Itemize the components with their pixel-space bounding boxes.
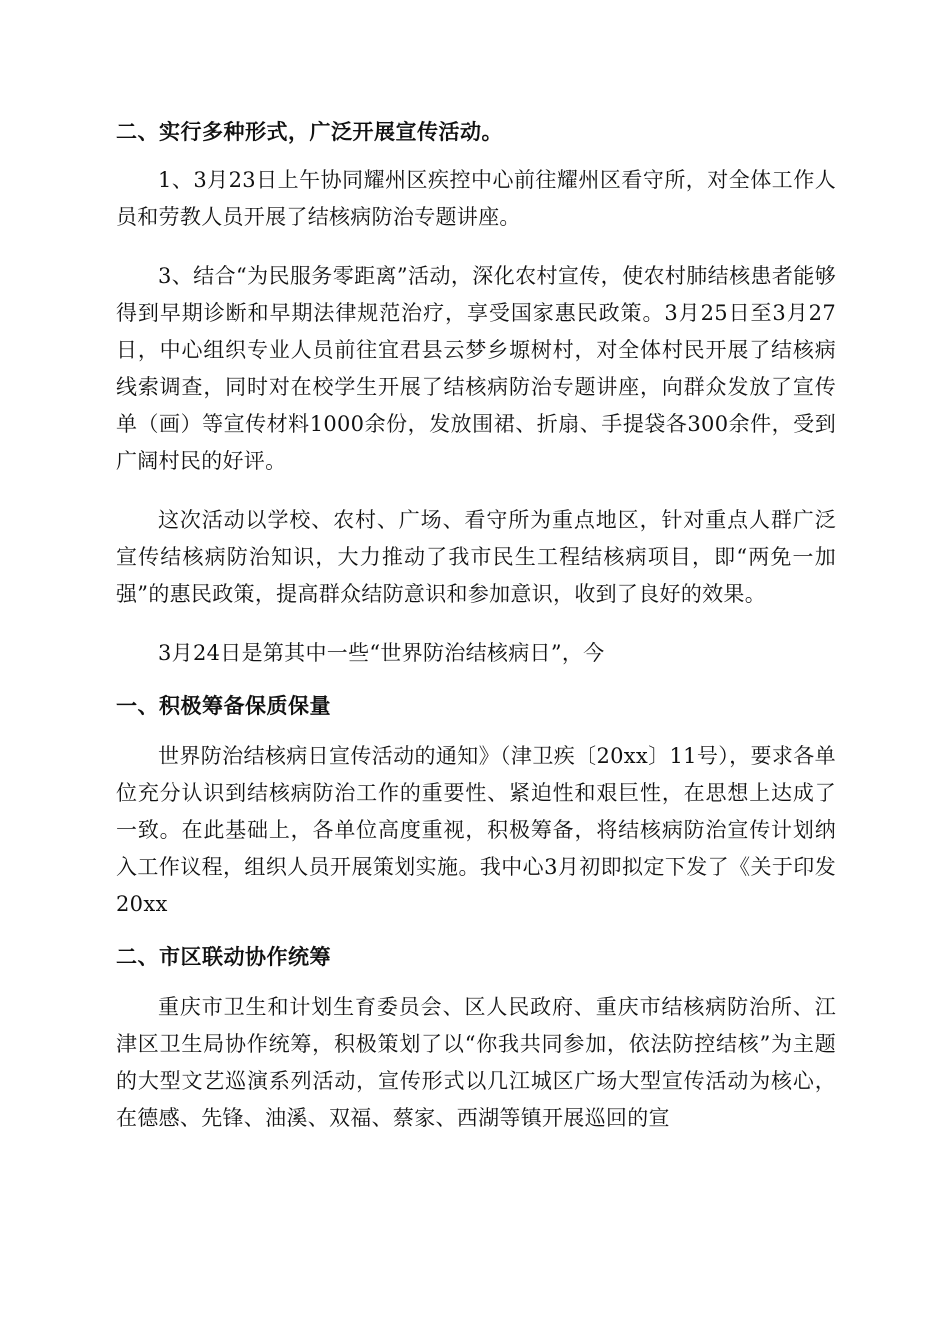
paragraph: 世界防治结核病日宣传活动的通知》（津卫疾〔20xx〕11号），要求各单位充分认识到结核病防治工作的重要性、紧迫性和艰巨性，在思想上达成了一致。在此基础上，各单位高度重视，积极筹备，将结核病防治宣传计划纳入工作议程，组织人员开展策划实施。我中心3月初即拟定下发了《关于印发20xx (116, 744, 836, 916)
paragraph: 3、结合“为民服务零距离”活动，深化农村宣传，使农村肺结核患者能够得到早期诊断和早期法律规范治疗，享受国家惠民政策。3月25日至3月27日，中心组织专业人员前往宜君县云梦乡塬树村，对全体村民开展了结核病线索调查，同时对在校学生开展了结核病防治专题讲座，向群众发放了宣传单（画）等宣传材料1000余份，发放围裙、折扇、手提袋各300余件，受到广阔村民的好评。 (116, 264, 836, 473)
section-heading: 二、实行多种形式，广泛开展宣传活动。 (116, 120, 503, 144)
paragraph: 3月24日是第其中一些“世界防治结核病日”，今 (158, 641, 605, 665)
paragraph: 这次活动以学校、农村、广场、看守所为重点地区，针对重点人群广泛宣传结核病防治知识，大力推动了我市民生工程结核病项目，即“两免一加强”的惠民政策，提高群众结防意识和参加意识，收到了良好的效果。 (116, 508, 836, 606)
paragraph: 重庆市卫生和计划生育委员会、区人民政府、重庆市结核病防治所、江津区卫生局协作统筹，积极策划了以“你我共同参加，依法防控结核”为主题的大型文艺巡演系列活动，宣传形式以几江城区广场大型宣传活动为核心，在德感、先锋、油溪、双福、蔡家、西湖等镇开展巡回的宣 (116, 995, 836, 1130)
section-heading: 一、积极筹备保质保量 (116, 694, 331, 718)
document-body (116, 112, 836, 1137)
paragraph: 1、3月23日上午协同耀州区疾控中心前往耀州区看守所，对全体工作人员和劳教人员开展了结核病防治专题讲座。 (116, 168, 836, 229)
section-heading: 二、市区联动协作统筹 (116, 945, 331, 969)
